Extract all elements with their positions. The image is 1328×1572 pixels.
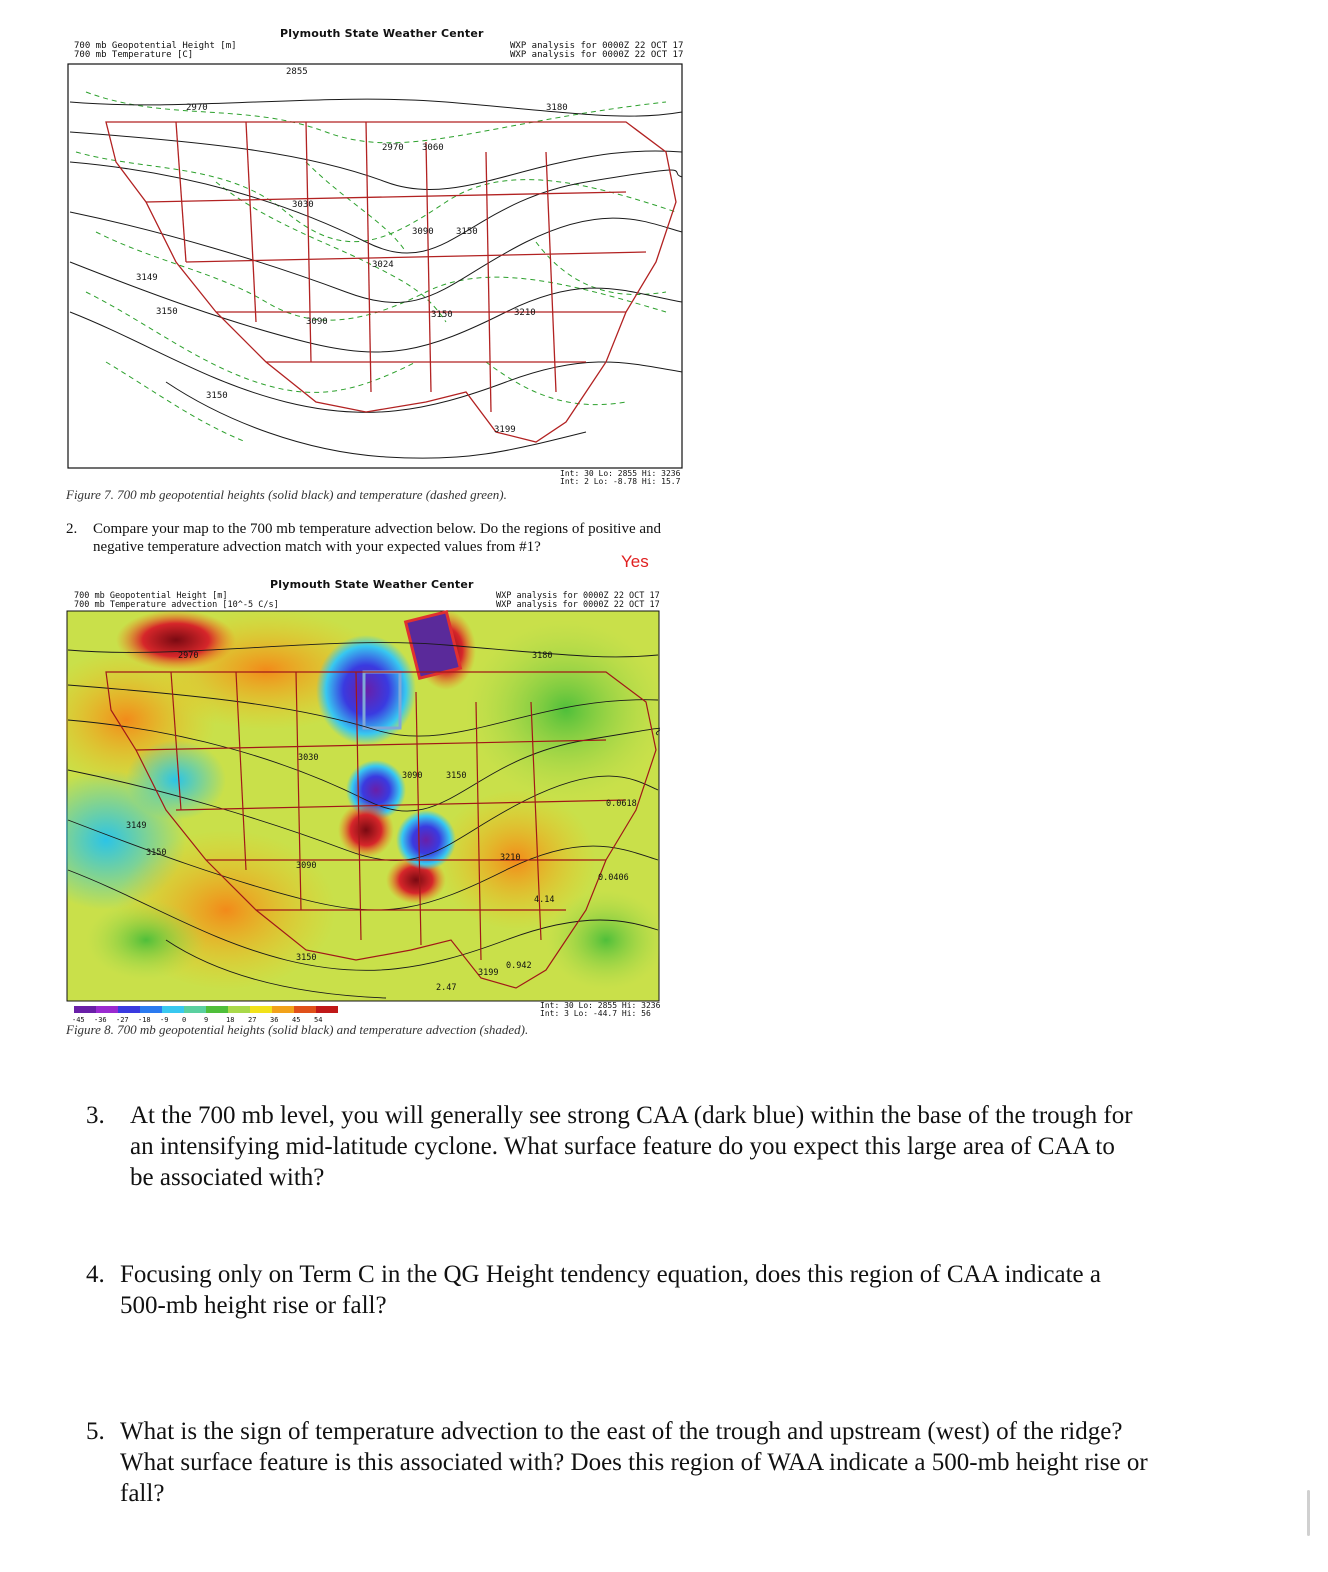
figure-8-contour-label: 2970 xyxy=(178,651,199,661)
colorbar-swatch xyxy=(162,1006,184,1013)
figure-8-contour-label: 3150 xyxy=(146,848,167,858)
question-3-line1: At the 700 mb level, you will generally see strong CAA (dark blue) within the base of the trough for xyxy=(130,1102,1133,1129)
scrollbar-thumb[interactable] xyxy=(1307,1490,1310,1536)
figure-8-footer-line1: Int: 30 Lo: 2855 Hi: 3236 xyxy=(540,1001,661,1010)
colorbar-tick-label: -45 xyxy=(72,1016,85,1024)
colorbar-swatch xyxy=(118,1006,140,1013)
colorbar-tick-label: 18 xyxy=(226,1016,235,1024)
question-4-line1: Focusing only on Term C in the QG Height tendency equation, does this region of CAA indicate a xyxy=(120,1261,1101,1288)
colorbar-swatch xyxy=(140,1006,162,1013)
figure-7-header-center: Plymouth State Weather Center xyxy=(280,27,484,40)
figure-8-header-right xyxy=(496,592,660,609)
figure-8-contour-label: 3150 xyxy=(446,771,467,781)
figure-8-contour-label: 0.0406 xyxy=(598,873,629,883)
figure-8-contour-label: 3149 xyxy=(126,821,147,831)
figure-7-contour-label: 3150 xyxy=(206,391,228,401)
figure-8-footer-line2: Int: 3 Lo: -44.7 Hi: 56 xyxy=(540,1009,651,1018)
colorbar-swatch xyxy=(228,1006,250,1013)
question-5-line1: What is the sign of temperature advection to the east of the trough and upstream (west) of the ridge? xyxy=(120,1418,1123,1445)
figure-8-contour-label: 3090 xyxy=(402,771,423,781)
colorbar-tick-label: -27 xyxy=(116,1016,129,1024)
figure-7-map xyxy=(66,62,686,472)
figure-8-contour-label: 4.14 xyxy=(534,895,555,905)
figure-7-header-left-line1: 700 mb Geopotential Height [m] xyxy=(74,41,237,51)
figure-8-header-left-line2: 700 mb Temperature advection [10^-5 C/s] xyxy=(74,599,279,610)
figure-7-header-right-line1: WXP analysis for 0000Z 22 OCT 17 xyxy=(510,41,684,51)
figure-8-contour-label: 3030 xyxy=(298,753,319,763)
figure-7-contour-label: 3030 xyxy=(292,200,314,210)
figure-7-contour-label: 3060 xyxy=(422,143,444,153)
figure-8-header-right-line2: WXP analysis for 0000Z 22 OCT 17 xyxy=(496,599,660,610)
question-3-line3: be associated with? xyxy=(130,1164,325,1191)
colorbar-tick-label: 54 xyxy=(314,1016,323,1024)
figure-7-caption: Figure 7. 700 mb geopotential heights (solid black) and temperature (dashed green). xyxy=(66,487,507,502)
question-2-answer: Yes xyxy=(621,552,649,571)
question-5-number: 5. xyxy=(86,1418,105,1445)
colorbar-tick-label: 27 xyxy=(248,1016,257,1024)
figure-8-contour-label: 3180 xyxy=(532,651,553,661)
figure-7-header-right-line2: WXP analysis for 0000Z 22 OCT 17 xyxy=(510,50,684,60)
colorbar-tick-label: -18 xyxy=(138,1016,151,1024)
question-5-line3: fall? xyxy=(120,1480,165,1507)
question-3-number: 3. xyxy=(86,1102,105,1129)
figure-8-map xyxy=(66,610,660,1002)
figure-7-contour-label: 2855 xyxy=(286,67,308,77)
figure-7-contour-label: 2970 xyxy=(186,103,208,113)
colorbar-swatch xyxy=(272,1006,294,1013)
colorbar-swatch xyxy=(96,1006,118,1013)
colorbar-tick-label: 0 xyxy=(182,1016,187,1024)
figure-7-contour-label: 3150 xyxy=(431,310,453,320)
figure-7-contour-label: 3090 xyxy=(412,227,434,237)
figure-7-contour-label: 2970 xyxy=(382,143,404,153)
figure-7-contour-label: 3150 xyxy=(156,307,178,317)
figure-8 xyxy=(66,576,666,1026)
colorbar-swatch xyxy=(74,1006,96,1013)
question-5-line2: What surface feature is this associated with? Does this region of WAA indicate a 500-mb height rise or xyxy=(120,1449,1148,1476)
figure-7-footer-line2: Int: 2 Lo: -8.78 Hi: 15.7 xyxy=(560,477,681,486)
colorbar-swatch xyxy=(206,1006,228,1013)
figure-8-caption: Figure 8. 700 mb geopotential heights (solid black) and temperature advection (shaded). xyxy=(66,1022,529,1037)
figure-8-contour-label: 0.0618 xyxy=(606,799,637,809)
figure-7-header-left xyxy=(74,42,237,60)
figure-8-footer xyxy=(540,1002,660,1018)
figure-7-contour-label: 3180 xyxy=(546,103,568,113)
figure-7-contour-label: 3210 xyxy=(514,308,536,318)
figure-7-contour-label: 3150 xyxy=(456,227,478,237)
figure-8-header-left xyxy=(74,592,279,609)
colorbar-tick-label: 9 xyxy=(204,1016,209,1024)
figure-8-contour-label: 0.942 xyxy=(506,961,532,971)
figure-8-header-center: Plymouth State Weather Center xyxy=(270,578,474,591)
colorbar-swatch xyxy=(184,1006,206,1013)
colorbar-tick-label: -36 xyxy=(94,1016,107,1024)
question-2-line1: Compare your map to the 700 mb temperature advection below. Do the regions of positive and xyxy=(93,521,662,537)
figure-7-contour-label: 3149 xyxy=(136,273,158,283)
colorbar-tick-label: 36 xyxy=(270,1016,279,1024)
question-3-line2: an intensifying mid-latitude cyclone. What surface feature do you expect this large area of CAA to xyxy=(130,1133,1115,1160)
question-2-number: 2. xyxy=(66,521,78,537)
question-2-line2: negative temperature advection match with your expected values from #1? xyxy=(93,539,541,555)
question-4-line2: 500-mb height rise or fall? xyxy=(120,1292,387,1319)
figure-7 xyxy=(66,24,686,494)
figure-7-contour-label: 3024 xyxy=(372,260,394,270)
figure-8-contour-label: 3210 xyxy=(500,853,521,863)
figure-7-header-left-line2: 700 mb Temperature [C] xyxy=(74,50,194,60)
figure-8-header-left-line1: 700 mb Geopotential Height [m] xyxy=(74,591,228,601)
figure-7-header-right xyxy=(510,42,683,60)
figure-8-contour-label: 3090 xyxy=(296,861,317,871)
figure-7-footer xyxy=(560,470,680,486)
colorbar-tick-label: -9 xyxy=(160,1016,169,1024)
figure-7-contour-label: 3090 xyxy=(306,317,328,327)
figure-8-contour-label: 2.47 xyxy=(436,983,457,993)
colorbar-swatch xyxy=(294,1006,316,1013)
question-4-number: 4. xyxy=(86,1261,105,1288)
figure-7-footer-line1: Int: 30 Lo: 2855 Hi: 3236 xyxy=(560,469,681,478)
colorbar-swatch xyxy=(316,1006,338,1013)
figure-7-contour-label: 3199 xyxy=(494,425,516,435)
colorbar-swatch xyxy=(250,1006,272,1013)
figure-8-contour-label: 3150 xyxy=(296,953,317,963)
colorbar-tick-label: 45 xyxy=(292,1016,301,1024)
figure-8-contour-label: 3199 xyxy=(478,968,499,978)
figure-8-header-right-line1: WXP analysis for 0000Z 22 OCT 17 xyxy=(496,591,660,601)
